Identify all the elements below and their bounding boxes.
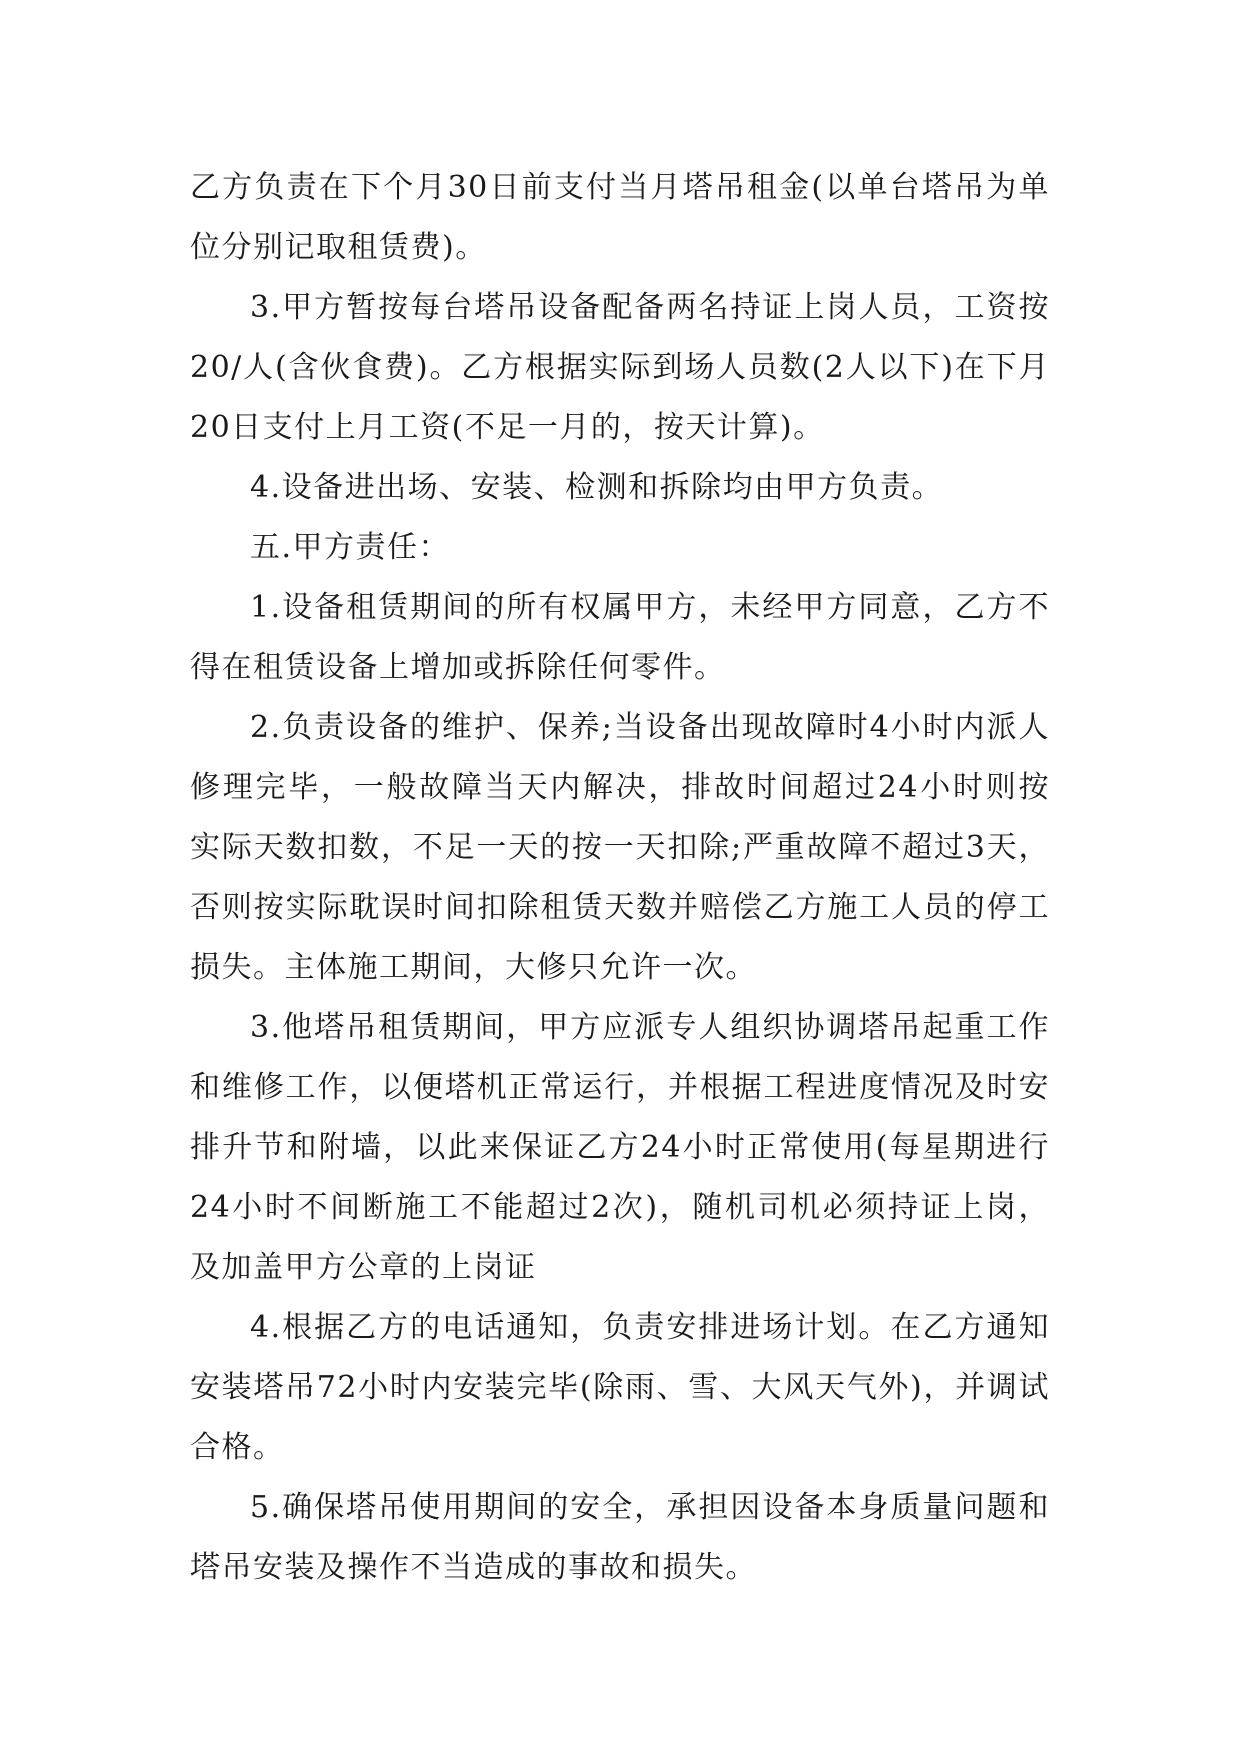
paragraph-duty-3-coordination: 3.他塔吊租赁期间，甲方应派专人组织协调塔吊起重工作和维修工作，以便塔机正常运行，并根据工程进度情况及时安排升节和附墙，以此来保证乙方24小时正常使用(每星期进行24小时不间断施工不能超过2次)，随机司机必须持证上岗，及加盖甲方公章的上岗证	[190, 1010, 1050, 1285]
paragraph-duty-4-entry-plan: 4.根据乙方的电话通知，负责安排进场计划。在乙方通知安装塔吊72小时内安装完毕(除雨、雪、大风天气外)，并调试合格。	[190, 1310, 1050, 1465]
paragraph-rent-payment: 乙方负责在下个月30日前支付当月塔吊租金(以单台塔吊为单位分别记取租赁费)。	[190, 170, 1050, 265]
section-heading-party-a-duties: 五.甲方责任：	[250, 530, 451, 565]
document-body	[190, 158, 1050, 1598]
paragraph-duty-2-maintenance: 2.负责设备的维护、保养;当设备出现故障时4小时内派人修理完毕，一般故障当天内解决，排故时间超过24小时则按实际天数扣数，不足一天的按一天扣除;严重故障不超过3天，否则按实际耽误时间扣除租赁天数并赔偿乙方施工人员的停工损失。主体施工期间，大修只允许一次。	[190, 710, 1050, 985]
paragraph-duty-1-ownership: 1.设备租赁期间的所有权属甲方，未经甲方同意，乙方不得在租赁设备上增加或拆除任何零件。	[190, 590, 1050, 685]
paragraph-clause-3-staffing: 3.甲方暂按每台塔吊设备配备两名持证上岗人员，工资按20/人(含伙食费)。乙方根据实际到场人员数(2人以下)在下月20日支付上月工资(不足一月的，按天计算)。	[190, 290, 1050, 445]
paragraph-duty-5-safety: 5.确保塔吊使用期间的安全，承担因设备本身质量问题和塔吊安装及操作不当造成的事故和损失。	[190, 1490, 1050, 1585]
paragraph-clause-4-installation: 4.设备进出场、安装、检测和拆除均由甲方负责。	[250, 470, 944, 505]
